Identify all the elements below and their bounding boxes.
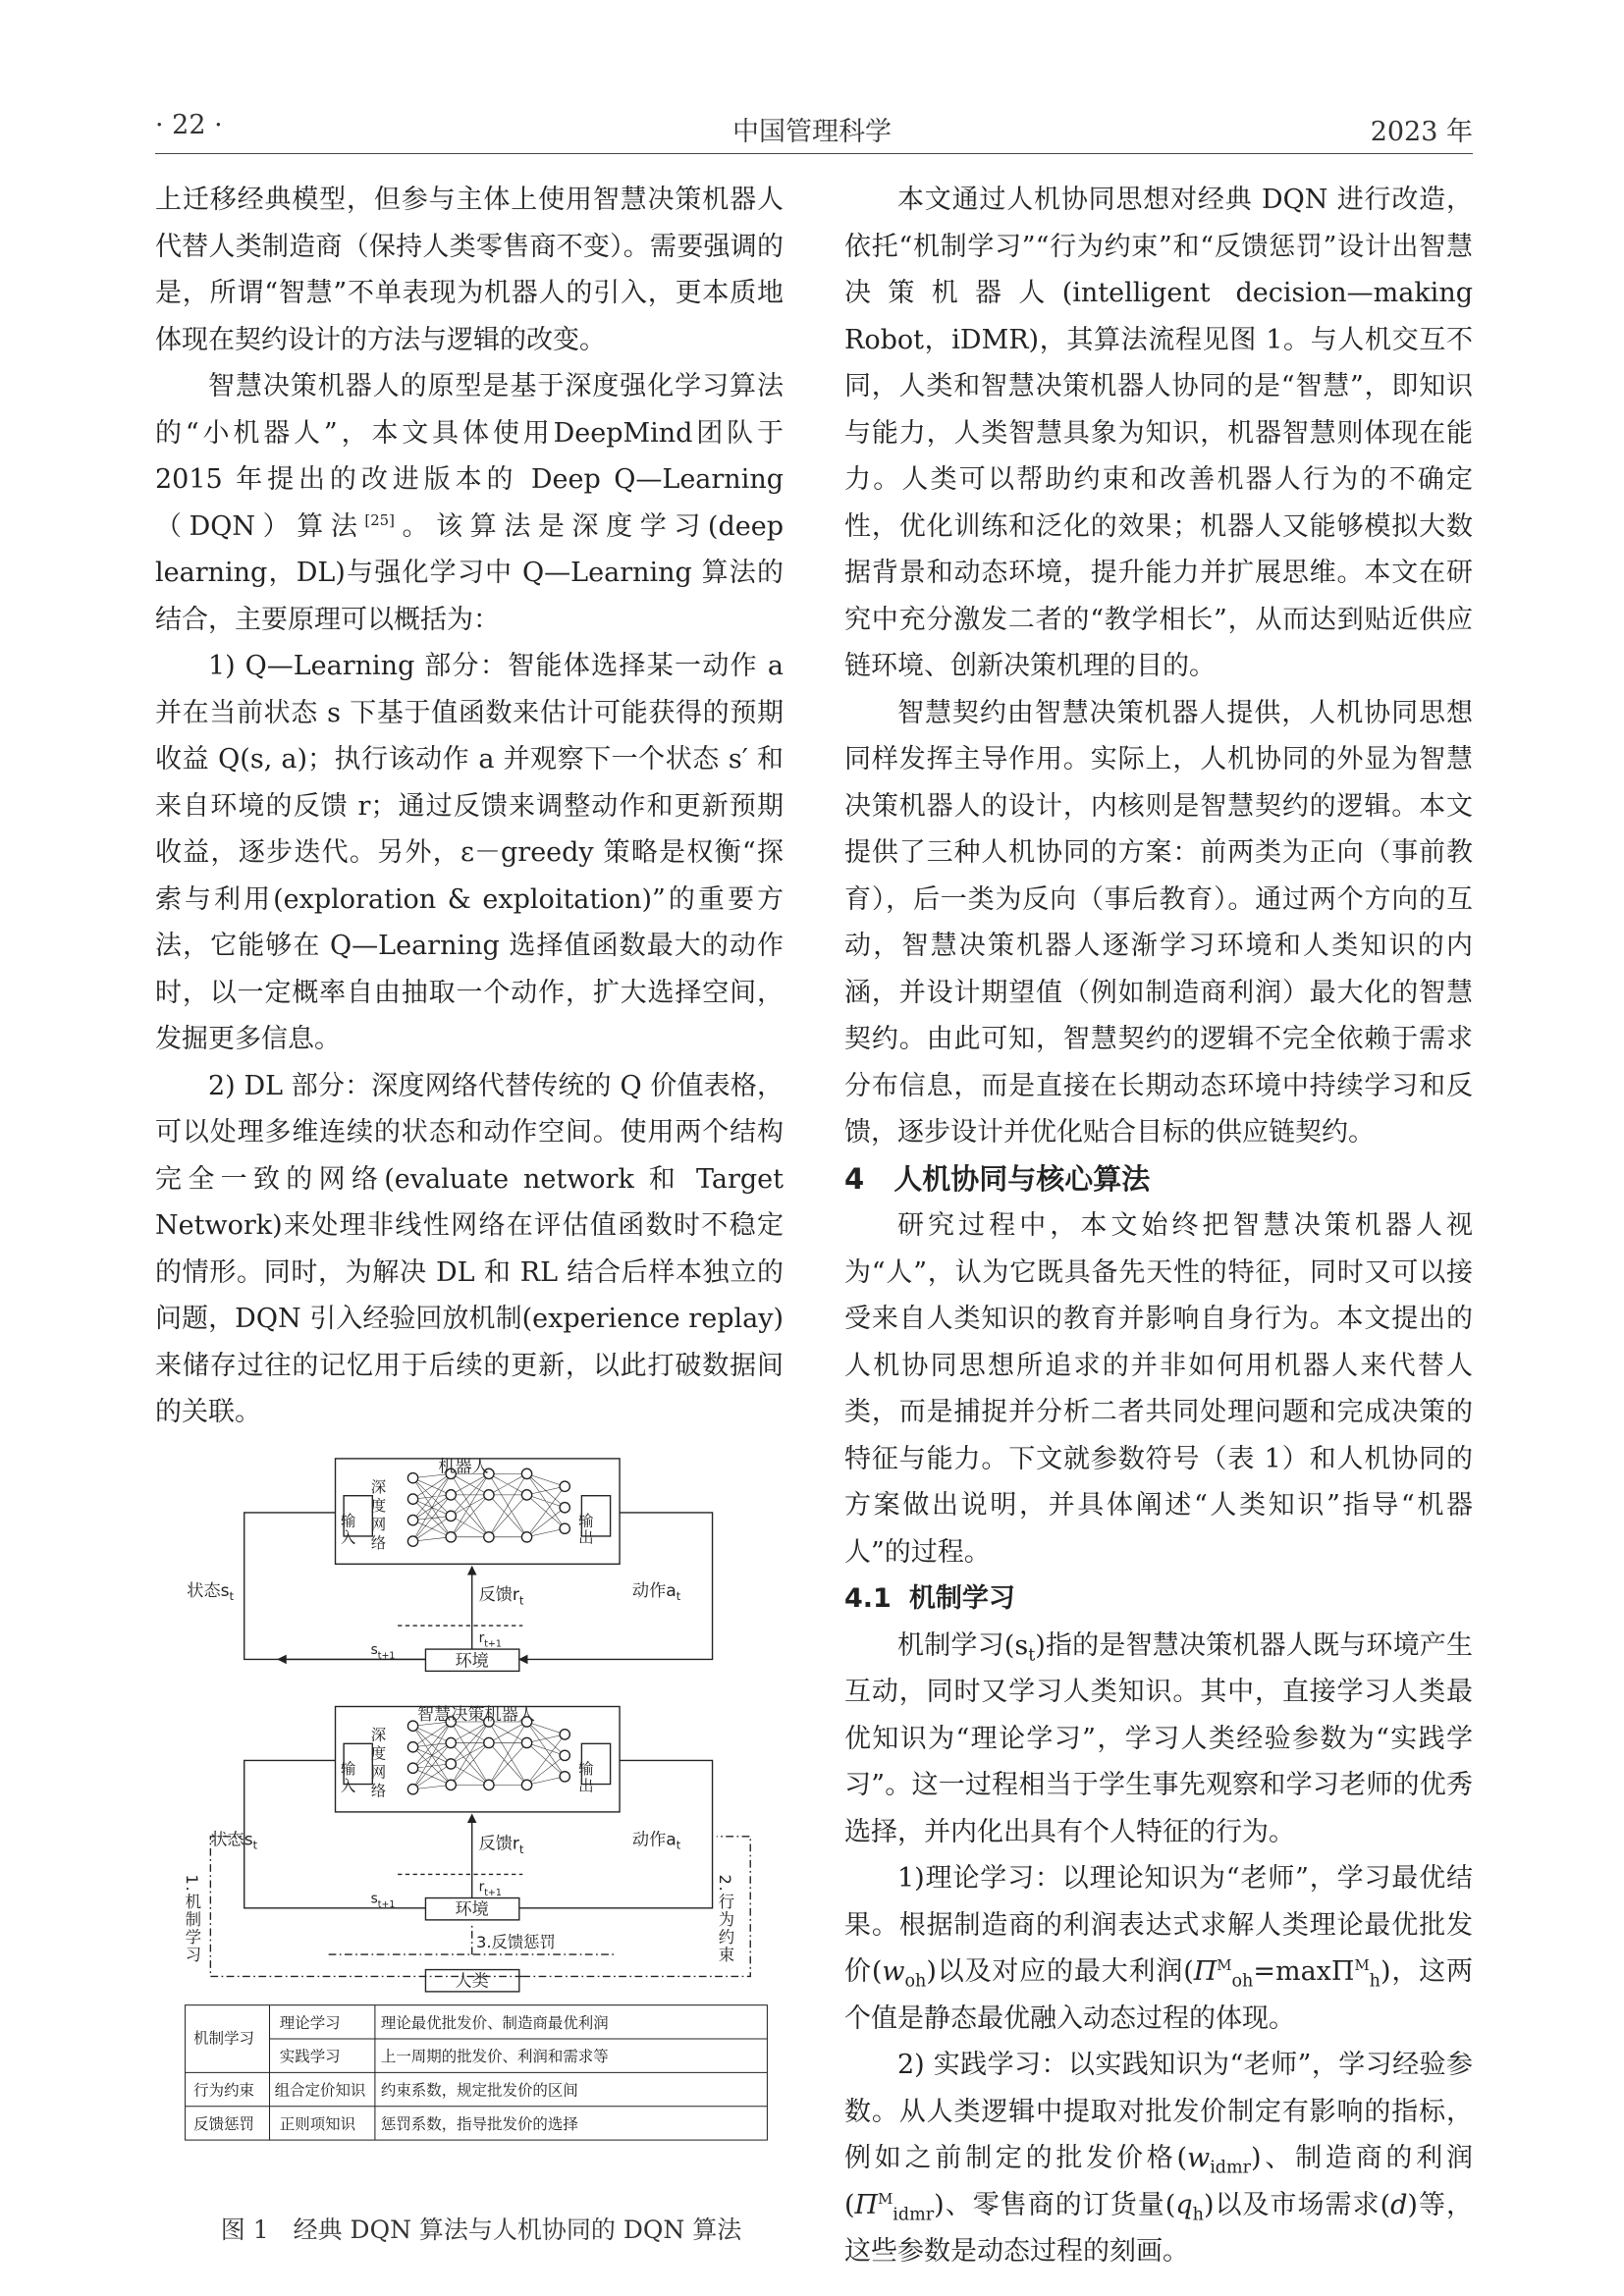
paragraph: 机制学习$(s_t)$指的是智慧决策机器人既与环境产生互动，同时又学习人类知识。其中，直接学习人类最优知识为“理论学习”，学习人类经验参数为“实践学习”。这一过程相当于学生事先观察和学习老师的优秀选择，并内化出具有个人特征的行为。 <box>844 1629 1473 1847</box>
reward-next-label-2: $r_{t+1}$ <box>478 1879 502 1898</box>
paragraph: 上迁移经典模型，但参与主体上使用智慧决策机器人代替人类制造商（保持人类零售商不变）。需要强调的是，所谓“智慧”不单表现为机器人的引入，更本质地体现在契约设计的方法与逻辑的改变。 <box>155 185 784 355</box>
deep-net-label-2: 深度网络 <box>368 1727 387 1801</box>
table-cell: 上一周期的批发价、利润和需求等 <box>380 2048 609 2066</box>
paragraph: 2) 实践学习：以实践知识为“老师”，学习经验参数。从人类逻辑中提取对批发价制定有影响的指标，例如之前制定的批发价格$(w_{idmr})$、制造商的利润$(\Pi^M_{idmr})$、零售商的订货量$(q_h)$以及市场需求(d)等，这些参数是动态过程的刻画。 <box>844 2050 1473 2267</box>
figure-diagram <box>177 1399 776 2194</box>
table-cell: 理论学习 <box>279 2013 341 2032</box>
action-label-2: 动作$a_t$ <box>631 1830 681 1852</box>
smart-robot-title: 智慧决策机器人 <box>416 1705 536 1726</box>
table-cell: 组合定价知识 <box>274 2081 366 2100</box>
figure-table <box>193 2014 609 2133</box>
header-rule <box>155 153 1473 154</box>
input-label: 输入 <box>338 1512 356 1547</box>
state-next-label-2: $s_{t+1}$ <box>370 1891 396 1910</box>
table-cell: 惩罚系数，指导批发价的选择 <box>380 2114 578 2133</box>
state-next-label: $s_{t+1}$ <box>370 1642 396 1662</box>
journal-title: 中国管理科学 <box>732 117 892 147</box>
table-cell: 约束系数，规定批发价的区间 <box>380 2081 578 2100</box>
table-cell: 正则项知识 <box>279 2114 356 2133</box>
output-label: 输出 <box>575 1512 594 1547</box>
page-number: · 22 · <box>155 110 223 140</box>
citation: [25] <box>364 510 395 529</box>
table-cell: 反馈惩罚 <box>193 2114 254 2133</box>
behavior-constraint-label: 2.行为约束 <box>715 1874 734 1964</box>
robot-title: 机器人 <box>438 1457 489 1477</box>
environment-label: 环境 <box>455 1651 489 1672</box>
paragraph: 智慧契约由智慧决策机器人提供，人机协同思想同样发挥主导作用。实际上，人机协同的外显为智慧决策机器人的设计，内核则是智慧契约的逻辑。本文提供了三种人机协同的方案：前两类为正向（事前教育），后一类为反向（事后教育）。通过两个方向的互动，智慧决策机器人逐渐学习环境和人类知识的内涵，并设计期望值（例如制造商利润）最大化的智慧契约。由此可知，智慧契约的逻辑不完全依赖于需求分布信息，而是直接在长期动态环境中持续学习和反馈，逐步设计并优化贴合目标的供应链契约。 <box>844 697 1473 1148</box>
paragraph: 2) DL 部分：深度网络代替传统的 Q 价值表格，可以处理多维连续的状态和动作空间。使用两个结构完全一致的网络(evaluate network 和 Target Network)来处理非线性网络在评估值函数时不稳定的情形。同时，为解决 DL 和 RL 结合后样本独立的问题，DQN 引入经验回放机制(experience replay)来储存过往的记忆用于后续的更新，以此打破数据间的关联。 <box>155 1070 784 1427</box>
paragraph: 本文通过人机协同思想对经典 DQN 进行改造，依托“机制学习”“行为约束”和“反馈惩罚”设计出智慧决策机器人(intelligent decision—making Robot，iDMR)，其算法流程见图 1。与人机交互不同，人类和智慧决策机器人协同的是“智慧”，即知识与能力，人类智慧具象为知识，机器智慧则体现在能力。人类可以帮助约束和改善机器人行为的不确定性，优化训练和泛化的效果；机器人又能够模拟大数据背景和动态环境，提升能力并扩展思维。本文在研究中充分激发二者的“教学相长”，从而达到贴近供应链环境、创新决策机理的目的。 <box>844 185 1473 681</box>
state-label: 状态$s_t$ <box>187 1580 234 1604</box>
feedback-penalty-label: 3.反馈惩罚 <box>476 1933 556 1952</box>
table-cell: 行为约束 <box>193 2081 254 2100</box>
year: 2023 年 <box>1370 117 1473 147</box>
table-cell: 机制学习 <box>193 2029 254 2048</box>
mech-learning-label: 1.机制学习 <box>182 1874 201 1964</box>
state-label-2: 状态$s_t$ <box>210 1830 258 1852</box>
paragraph: 研究过程中，本文始终把智慧决策机器人视为“人”，认为它既具备先天性的特征，同时又可以接受来自人类知识的教育并影响自身行为。本文提出的人机协同思想所追求的并非如何用机器人来代替人类，而是捕捉并分析二者共同处理问题和完成决策的特征与能力。下文就参数符号（表 1）和人机协同的方案做出说明，并具体阐述“人类知识”指导“机器人”的过程。 <box>844 1210 1473 1568</box>
action-label: 动作$a_t$ <box>631 1580 681 1604</box>
table-cell: 实践学习 <box>279 2048 341 2066</box>
environment-label-2: 环境 <box>455 1899 489 1920</box>
human-label: 人类 <box>455 1971 489 1992</box>
paragraph: 1) Q—Learning 部分：智能体选择某一动作 a 并在当前状态 s 下基于值函数来估计可能获得的预期收益 Q(s, a)；执行该动作 a 并观察下一个状态 s′ 和来自环境的反馈 r；通过反馈来调整动作和更新预期收益，逐步迭代。另外，ε－greedy 策略是权衡“探索与利用(exploration & exploitation)”的重要方法，它能够在 Q—Learning 选择值函数最大的动作时，以一定概率自由抽取一个动作，扩大选择空间，发掘更多信息。 <box>155 651 784 1054</box>
text-run: 。该算法是深度学习(deep learning，DL)与强化学习中 Q—Learning 算法的结合，主要原理可以概括为： <box>155 510 784 635</box>
section-heading: 4 人机协同与核心算法 <box>844 1161 1151 1196</box>
reward-next-label: $r_{t+1}$ <box>478 1630 502 1650</box>
paragraph <box>155 363 784 643</box>
left-column <box>155 177 784 1436</box>
right-column <box>844 177 1473 2275</box>
output-label-2: 输出 <box>575 1760 594 1794</box>
figure-caption: 图 1 经典 DQN 算法与人机协同的 DQN 算法 <box>220 2216 742 2244</box>
figure-1 <box>182 1399 751 2248</box>
feedback-label: 反馈$r_t$ <box>478 1585 524 1608</box>
text-run: 智慧决策机器人的原型是基于深度强化学习算法的“小机器人”，本文具体使用DeepMind团队于 2015 年提出的改进版本的 Deep Q—Learning（DQN）算法 <box>155 371 784 542</box>
neural-net-icon <box>413 1473 566 1541</box>
table-cell: 理论最优批发价、制造商最优利润 <box>380 2013 609 2032</box>
paragraph: 1)理论学习：以理论知识为“老师”，学习最优结果。根据制造商的利润表达式求解人类理论最优批发价$(w_{oh})$以及对应的最大利润$(\Pi^M_{oh}=\max\Pi^M_h)$，这两个值是静态最优融入动态过程的体现。 <box>844 1863 1473 2034</box>
deep-net-label: 深度网络 <box>368 1478 387 1554</box>
feedback-label-2: 反馈$r_t$ <box>478 1834 524 1856</box>
subsection-heading: 4.1 机制学习 <box>844 1583 1015 1614</box>
input-label-2: 输入 <box>338 1760 356 1794</box>
